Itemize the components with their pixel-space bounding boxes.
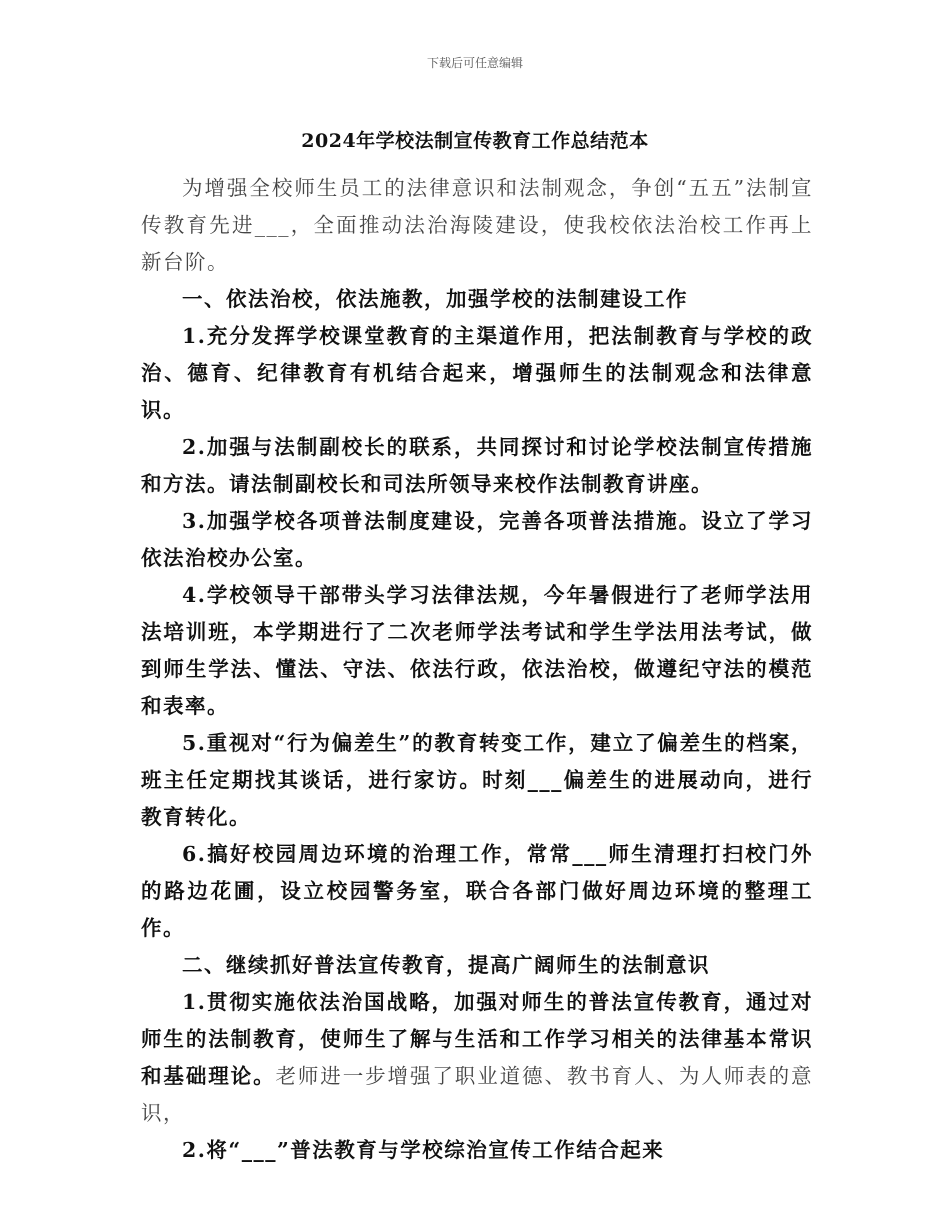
document-title: 2024年学校法制宣传教育工作总结范本 <box>301 130 649 152</box>
page-header-note: 下载后可任意编辑 <box>426 56 523 70</box>
section-2-item-2: 2.将“___”普法教育与学校综治宣传工作结合起来 <box>182 1138 665 1162</box>
document-body <box>141 170 813 1169</box>
section-1-item-2: 2.加强与法制副校长的联系，共同探讨和讨论学校法制宣传措施和方法。请法制副校长和司法所领导来校作法制教育讲座。 <box>141 435 813 496</box>
section-heading-1: 一、依法治校，依法施教，加强学校的法制建设工作 <box>182 287 688 311</box>
section-2-item-1-bold-text: 1.贯彻实施依法治国战略，加强对师生的普法宣传教育，通过对师生的法制教育，使师生了解与生活和工作学习相关的法律基本常识和基础理论。 <box>141 990 813 1088</box>
section-heading-2: 二、继续抓好普法宣传教育，提高广阔师生的法制意识 <box>182 953 710 977</box>
section-1-item-5: 5.重视对“行为偏差生”的教育转变工作，建立了偏差生的档案，班主任定期找其谈话，进行家访。时刻___偏差生的进展动向，进行教育转化。 <box>141 731 813 829</box>
section-2-item-1-light-text: 老师进一步增强了职业道德、教书育人、为人师表的意识， <box>141 1064 814 1125</box>
section-1-item-6: 6.搞好校园周边环境的治理工作，常常___师生清理打扫校门外的路边花圃，设立校园警务室，联合各部门做好周边环境的整理工作。 <box>141 842 813 940</box>
section-1-item-4: 4.学校领导干部带头学习法律法规，今年暑假进行了老师学法用法培训班，本学期进行了二次老师学法考试和学生学法用法考试，做到师生学法、懂法、守法、依法行政，依法治校，做遵纪守法的模范和表率。 <box>141 583 813 718</box>
section-1-item-3: 3.加强学校各项普法制度建设，完善各项普法措施。设立了学习依法治校办公室。 <box>141 509 813 570</box>
section-1-item-1: 1.充分发挥学校课堂教育的主渠道作用，把法制教育与学校的政治、德育、纪律教育有机结合起来，增强师生的法制观念和法律意识。 <box>141 324 813 422</box>
intro-paragraph: 为增强全校师生员工的法律意识和法制观念，争创“五五”法制宣传教育先进___，全面推动法治海陵建设，使我校依法治校工作再上新台阶。 <box>141 176 813 274</box>
section-2-item-1 <box>141 984 813 1132</box>
